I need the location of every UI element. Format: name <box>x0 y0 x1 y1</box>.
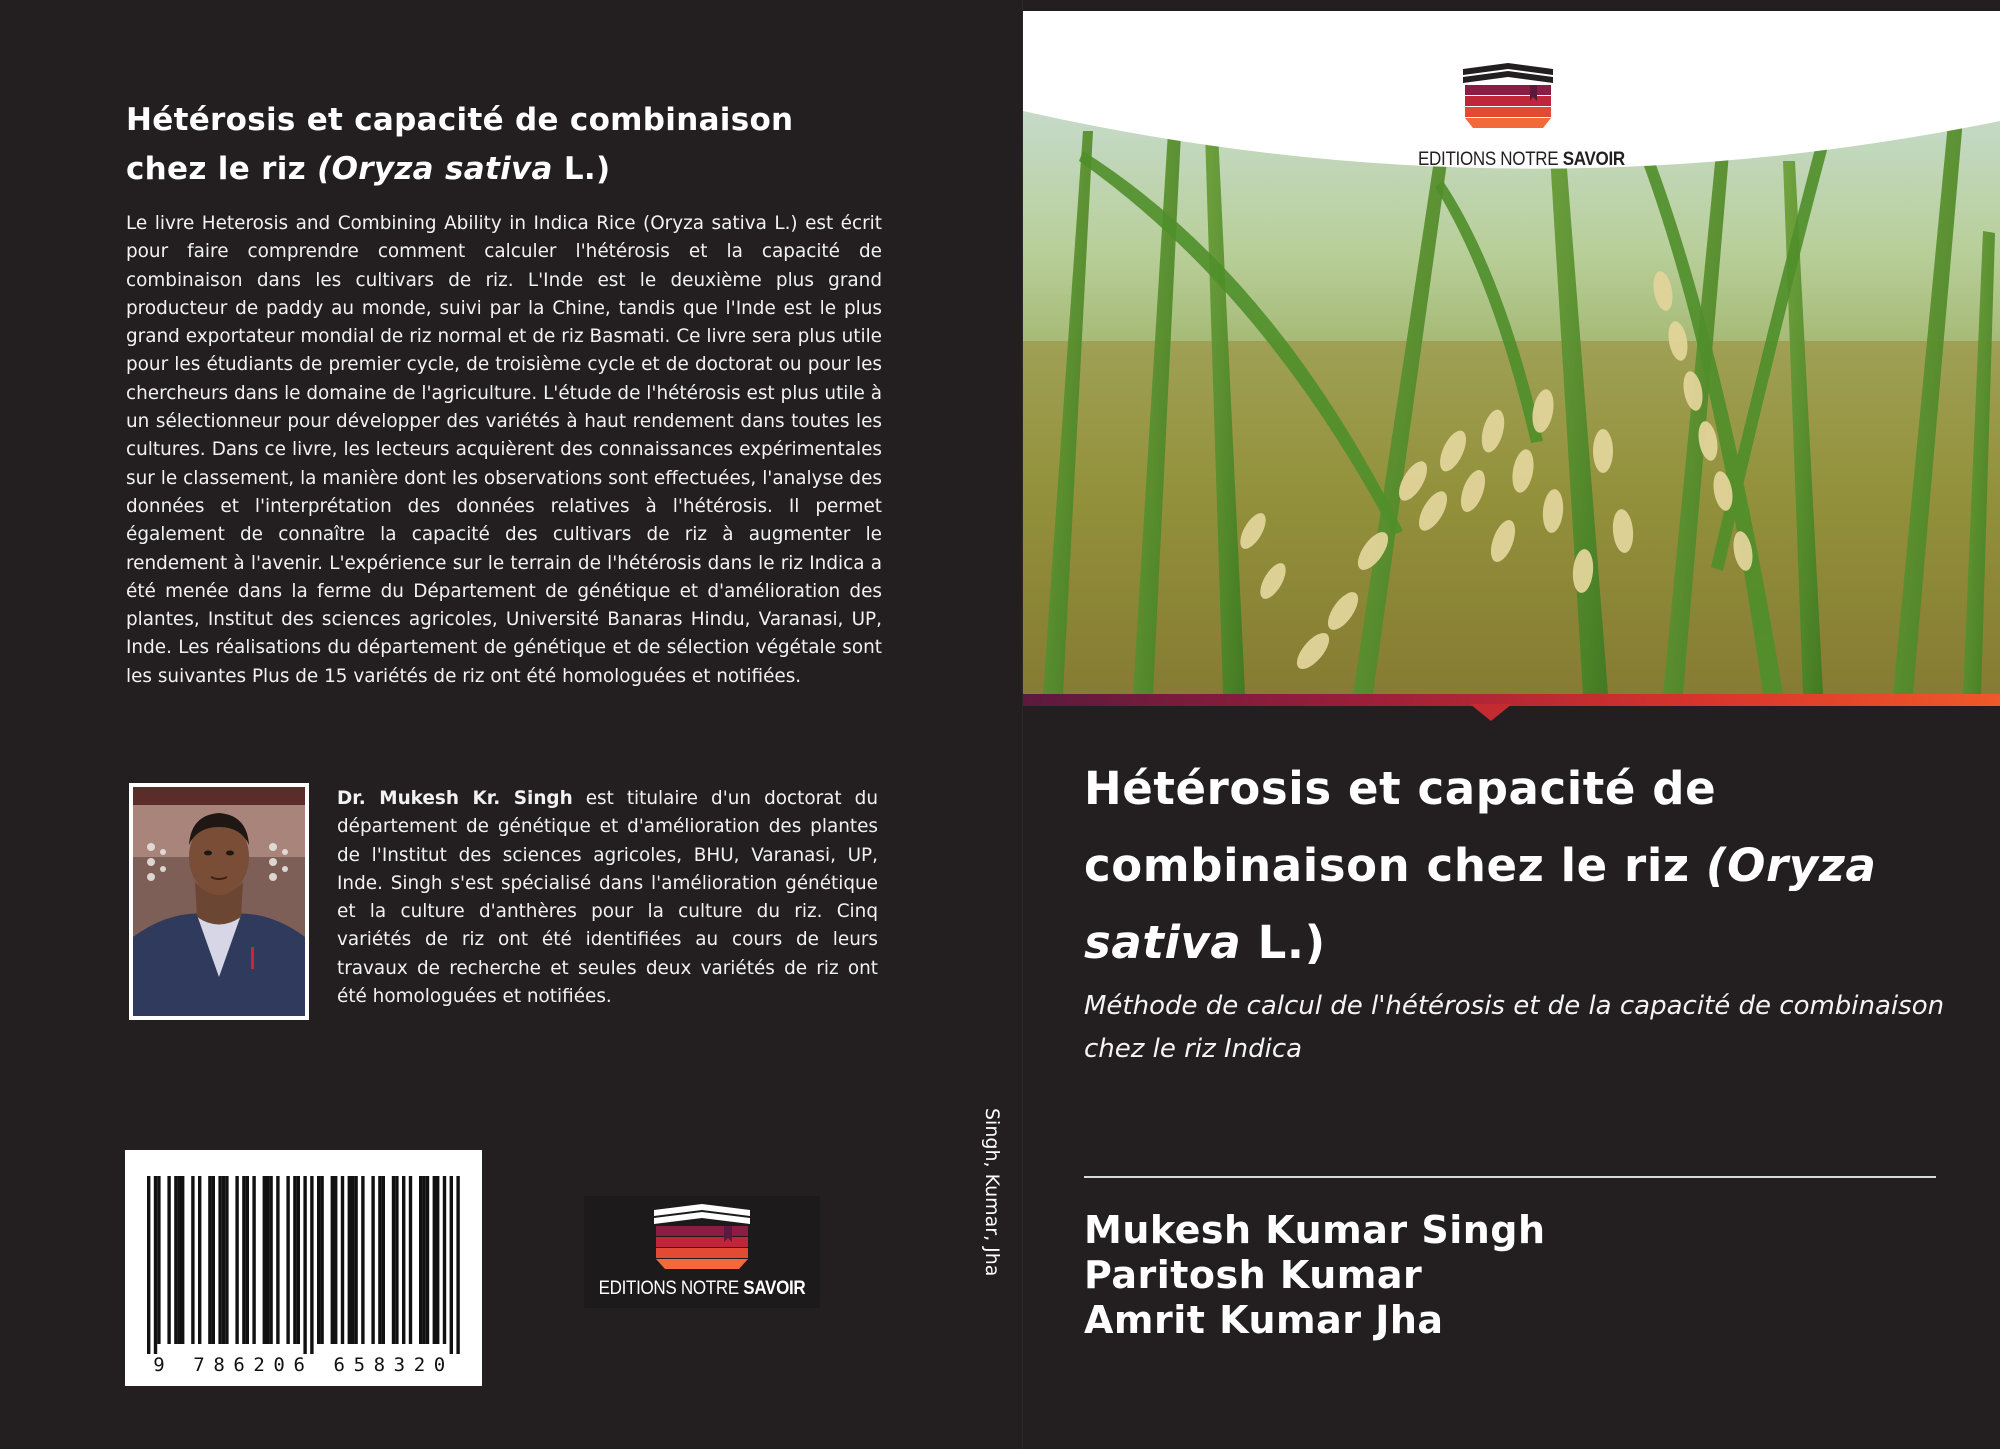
barcode-bar <box>443 1176 446 1344</box>
barcode-bar <box>269 1176 272 1344</box>
accent-notch <box>1470 704 1512 721</box>
back-title-suffix: L.) <box>552 151 611 187</box>
barcode-bar <box>395 1176 398 1344</box>
barcode-bar <box>422 1176 425 1344</box>
front-publisher-book-icon <box>1418 55 1598 145</box>
barcode-bar <box>371 1176 374 1344</box>
barcode-bar <box>433 1176 436 1344</box>
spine-authors: Singh, Kumar, Jha <box>981 1108 1003 1277</box>
front-title-line1: Hétérosis et capacité de <box>1084 762 1717 815</box>
portrait-illustration <box>133 787 305 1016</box>
barcode-bar <box>174 1176 177 1344</box>
front-publisher-logo <box>1418 55 1625 175</box>
front-title-part2: combinaison chez le riz <box>1084 839 1706 892</box>
barcode-bar <box>382 1176 385 1344</box>
barcode-bar <box>191 1176 194 1344</box>
back-cover-title <box>126 96 886 194</box>
barcode-bar <box>354 1176 357 1344</box>
barcode-bar <box>351 1176 354 1344</box>
barcode-bar <box>242 1176 245 1344</box>
barcode-bar <box>225 1176 228 1344</box>
back-publisher-logo <box>584 1196 820 1308</box>
barcode-bar <box>154 1176 157 1354</box>
barcode-bar <box>361 1176 364 1344</box>
front-cover-subtitle: Méthode de calcul de l'hétérosis et de la capacité de combinaison chez le riz Indica <box>1084 991 1945 1064</box>
barcode-bar <box>286 1176 289 1344</box>
front-cover-title <box>1084 750 1964 981</box>
barcode-bar <box>331 1176 334 1344</box>
front-publisher-bold: SAVOIR <box>1562 147 1625 170</box>
barcode-bar <box>212 1176 215 1344</box>
author-photo <box>129 783 309 1020</box>
barcode-bar <box>348 1176 351 1344</box>
barcode-bar <box>303 1176 306 1354</box>
bio-text: est titulaire d'un doctorat du département de génétique et d'amélioration des plantes de l'Institut des sciences agricoles, BHU, Varanasi, UP, Inde. Singh s'est spécialisé dans l'amélioration génétique et la culture d'anthères pour la culture du riz. Cinq variétés de riz ont été identifiées au cours de leurs travaux de recherche et seules deux variétés de riz ont été homologuées et notifiées. <box>337 788 878 1008</box>
barcode-bar <box>419 1176 422 1344</box>
back-title-prefix: chez le riz <box>126 151 318 187</box>
barcode-bar <box>392 1176 395 1344</box>
barcode-bar <box>252 1176 255 1344</box>
back-publisher-name <box>584 1277 820 1300</box>
front-title-line2 <box>1084 827 1964 981</box>
front-author-list <box>1084 1208 1964 1343</box>
barcode-bar <box>246 1176 249 1344</box>
front-publisher-thin: EDITIONS NOTRE <box>1418 147 1563 170</box>
author-biography <box>337 785 878 1011</box>
isbn-barcode <box>125 1150 482 1386</box>
barcode-bar <box>208 1176 211 1344</box>
barcode-bar <box>436 1176 439 1344</box>
barcode-bars <box>125 1150 482 1386</box>
front-divider <box>1084 1176 1936 1178</box>
barcode-bar <box>334 1176 337 1344</box>
back-publisher-thin: EDITIONS NOTRE <box>598 1276 744 1299</box>
barcode-bar <box>235 1176 238 1344</box>
barcode-bar <box>276 1176 279 1344</box>
back-title-line1: Hétérosis et capacité de combinaison <box>126 102 794 138</box>
author-name: Mukesh Kumar Singh <box>1084 1208 1546 1252</box>
author-name: Paritosh Kumar <box>1084 1253 1423 1297</box>
barcode-bar <box>450 1176 453 1354</box>
barcode-bar <box>297 1176 300 1344</box>
author-name: Amrit Kumar Jha <box>1084 1298 1444 1342</box>
barcode-bar <box>402 1176 405 1344</box>
barcode-bar <box>293 1176 296 1344</box>
barcode-bar <box>218 1176 221 1344</box>
barcode-bar <box>409 1176 412 1344</box>
back-title-line2 <box>126 145 886 194</box>
barcode-bar <box>426 1176 429 1344</box>
barcode-bar <box>198 1176 201 1344</box>
rice-field-photo <box>1023 11 2000 694</box>
barcode-bar <box>317 1176 320 1344</box>
barcode-bar <box>263 1176 266 1344</box>
barcode-bar <box>378 1176 381 1344</box>
front-title-italic: (Oryza sativa <box>1084 839 1877 969</box>
barcode-bar <box>181 1176 184 1344</box>
isbn-digits: 9 786206 658320 <box>133 1354 474 1376</box>
author-portrait-image <box>133 787 305 1016</box>
barcode-bar <box>157 1176 160 1344</box>
bio-author-name: Dr. Mukesh Kr. Singh <box>337 788 573 809</box>
barcode-bar <box>456 1176 459 1354</box>
barcode-bar <box>178 1176 181 1344</box>
back-title-italic: (Oryza sativa <box>317 151 553 187</box>
front-publisher-name <box>1418 147 1625 171</box>
barcode-bar <box>266 1176 269 1344</box>
back-publisher-bold: SAVOIR <box>743 1276 806 1299</box>
barcode-bar <box>320 1176 323 1344</box>
barcode-bar <box>147 1176 150 1354</box>
barcode-bar <box>341 1176 344 1344</box>
front-title-suffix: L.) <box>1241 916 1326 969</box>
barcode-bar <box>310 1176 313 1354</box>
barcode-bar <box>222 1176 225 1344</box>
barcode-bar <box>167 1176 170 1344</box>
book-description: Le livre Heterosis and Combining Ability in Indica Rice (Oryza sativa L.) est écrit pour faire comprendre comment calculer l'hétérosis et la capacité de combinaison dans les cultivars de riz. L'Inde est le deuxième plus grand producteur de paddy au monde, suivi par la Chine, tandis que l'Inde est le plus grand exportateur mondial de riz normal et de riz Basmati. Ce livre sera plus utile pour les étudiants de premier cycle, de troisième cycle et de doctorat ou pour les chercheurs dans le domaine de l'agriculture. L'étude de l'hétérosis est plus utile à un sélectionneur pour développer des variétés à haut rendement dans toutes les cultures. Dans ce livre, les lecteurs acquièrent des connaissances expérimentales sur le classement, la manière dont les observations sont effectuées, l'analyse des données et l'interprétation des données relatives à l'hétérosis. Il permet également de connaître la capacité des cultivars de riz à augmenter le rendement à l'avenir. L'expérience sur le terrain de l'hétérosis dans le riz Indica a été menée dans la ferme du Département de génétique et d'amélioration des plantes, Institut des sciences agricoles, Université Banaras Hindu, Varanasi, UP, Inde. Les réalisations du département de génétique et de sélection végétale sont les suivantes Plus de 15 variétés de riz ont été homologuées et notifiées. <box>126 213 882 687</box>
